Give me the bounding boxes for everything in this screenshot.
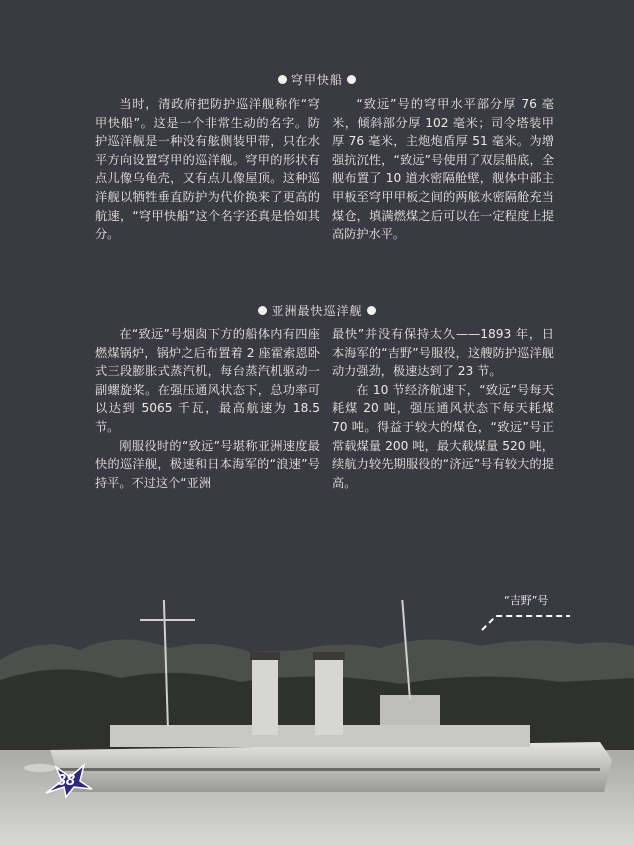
paragraph: 在“致远”号烟囱下方的船体内有四座燃煤锅炉，锅炉之后布置着 2 座霍索恩卧式三段膨胀式蒸汽机，每台蒸汽机驱动一副螺旋桨。在强压通风状态下，总功率可以达到 5065 千瓦，最高航速为 18.5 节。 [95,327,320,434]
bullet-dot-icon [347,75,356,84]
section2-right-column [332,325,554,492]
page-number: 38 [57,772,75,789]
paragraph: “致远”号的穹甲水平部分厚 76 毫米，倾斜部分厚 102 毫米；司令塔装甲厚 76 毫米，主炮炮盾厚 51 毫米。为增强抗沉性，“致远”号使用了双层船底，全舰布置了 10 道水密隔舱壁，舰体中部主甲板至穹甲甲板之间的两舷水密隔舱充当煤仓，填满燃煤之后可以在一定程度上提高防护水平。 [332,97,554,242]
section-title-armored-cruiser [0,71,634,88]
paragraph: 最快”并没有保持太久——1893 年，日本海军的“吉野”号服役，这艘防护巡洋舰动力强劲，极速达到了 23 节。 [332,327,554,379]
bullet-dot-icon [258,306,267,315]
bullet-dot-icon [278,75,287,84]
section2-left-column [95,325,320,492]
warship-photo [0,600,634,845]
section-title-text: 亚洲最快巡洋舰 [271,304,363,318]
page-number-badge [44,763,94,799]
bullet-dot-icon [367,306,376,315]
paragraph: 当时，清政府把防护巡洋舰称作“穹甲快船”。这是一个非常生动的名字。防护巡洋舰是一种没有舷侧装甲带，只在水平方向设置穹甲的巡洋舰。穹甲的形状有点儿像乌龟壳，又有点儿像屋顶。这种巡洋舰以牺牲垂直防护为代价换来了更高的航速，“穹甲快船”这个名字还真是恰如其分。 [95,97,320,242]
paragraph: 刚服役时的“致远”号堪称亚洲速度最快的巡洋舰，极速和日本海军的“浪速”号持平。不过这个“亚洲 [95,438,320,490]
photo-caption: “吉野”号 [504,594,549,607]
section1-left-column [95,95,320,244]
paragraph: 在 10 节经济航速下，“致远”号每天耗煤 20 吨，强压通风状态下每天耗煤 70 吨。得益于较大的煤仓，“致远”号正常载煤量 200 吨，最大载煤量 520 吨，续航力较先期服役的“济远”号有较大的提高。 [332,382,554,490]
section1-right-column [332,95,554,244]
section-title-text: 穹甲快船 [290,73,343,87]
section-title-fastest-cruiser [0,302,634,319]
